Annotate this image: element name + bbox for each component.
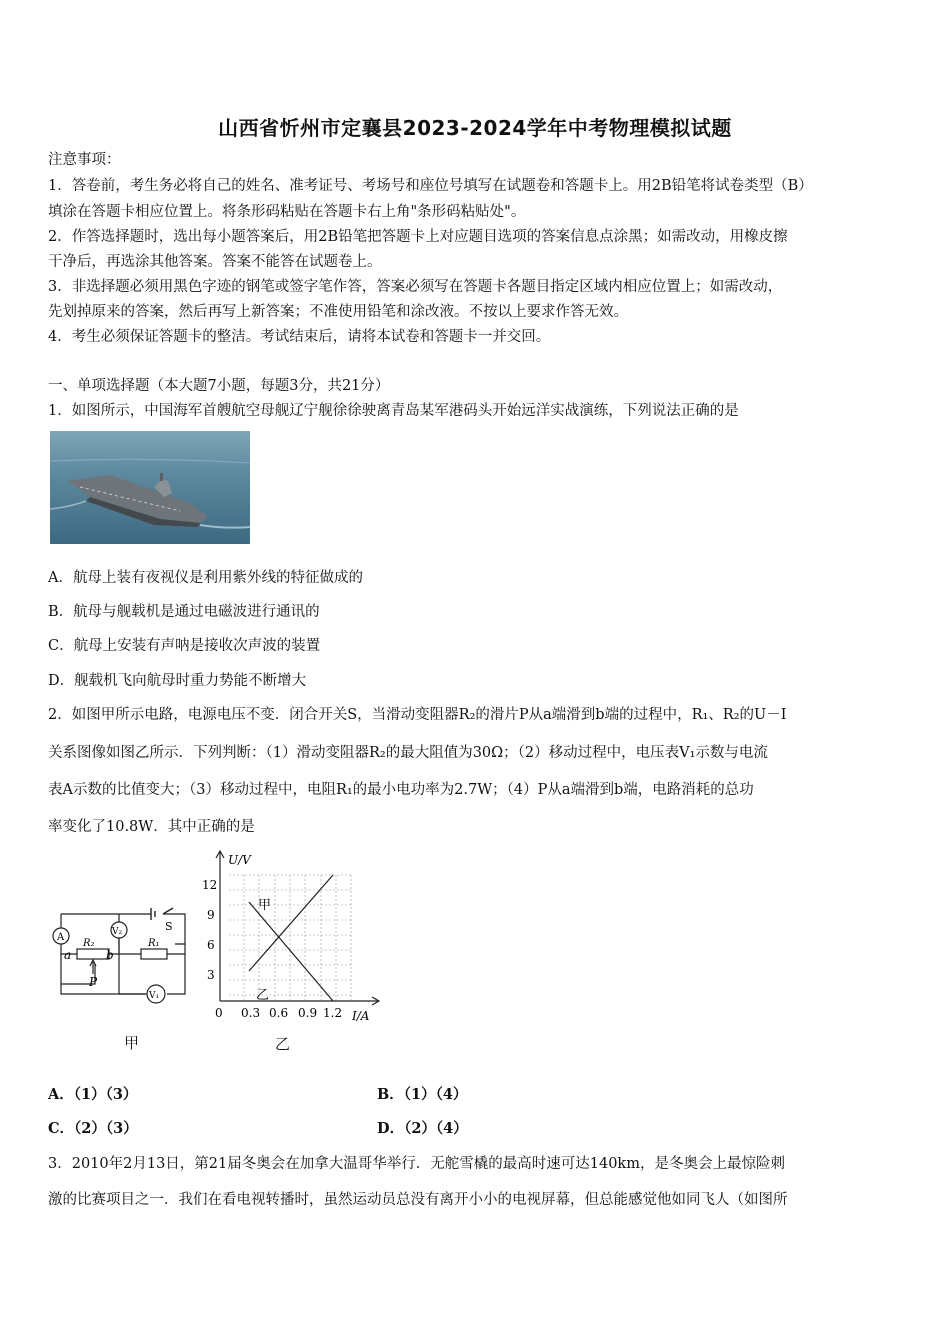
q1-option-a[interactable]: A．航母上装有夜视仪是利用紫外线的特征做成的 [48,570,363,586]
q3-line-2: 激的比赛项目之一．我们在看电视转播时，虽然运动员总没有离开小小的电视屏幕，但总能感觉他如同飞人（如图所 [48,1192,788,1208]
line-jia-label: 甲 [258,898,272,913]
caption-yi: 乙 [275,1035,291,1053]
section-heading: 一、单项选择题（本大题7小题，每题3分，共21分） [48,378,390,394]
notice-line-6: 先划掉原来的答案，然后再写上新答案；不准使用铅笔和涂改液。不按以上要求作答无效。 [48,304,628,320]
label-a: a [64,948,72,962]
circuit-diagram [45,880,195,1010]
label-b: b [106,948,114,962]
q2-line-3: 表A示数的比值变大；（3）移动过程中，电阻R₁的最小电功率为2.7W；（4）P从a端滑到b端，电路消耗的总功 [48,782,754,798]
ui-graph [198,842,388,1032]
y-tick-6: 6 [207,938,215,952]
x-tick-1.2: 1.2 [323,1006,343,1020]
label-V1: V₁ [149,991,160,1001]
y-tick-12: 12 [202,878,218,892]
label-R1: R₁ [148,938,160,949]
q2-option-a[interactable]: A．（1）（3） [48,1086,138,1103]
notice-heading: 注意事项： [48,152,121,168]
q2-line-1: 2．如图甲所示电路，电源电压不变．闭合开关S，当滑动变阻器R₂的滑片P从a端滑到b端的过程中，R₁、R₂的U－I [48,707,787,723]
q3-line-1: 3．2010年2月13日，第21届冬奥会在加拿大温哥华举行．无舵雪橇的最高时速可达140km，是冬奥会上最惊险刺 [48,1156,785,1172]
q1-option-d[interactable]: D．舰载机飞向航母时重力势能不断增大 [48,673,307,689]
notice-line-5: 3．非选择题必须用黑色字迹的钢笔或签字笔作答，答案必须写在答题卡各题目指定区域内相应位置上；如需改动， [48,279,783,295]
q2-option-c[interactable]: C．（2）（3） [48,1120,138,1137]
y-axis-label: U/V [228,853,251,867]
label-S: S [165,920,173,933]
y-tick-9: 9 [207,908,215,922]
label-A: A [57,932,65,943]
q1-option-c[interactable]: C．航母上安装有声呐是接收次声波的装置 [48,638,321,654]
page-title: 山西省忻州市定襄县2023-2024学年中考物理模拟试题 [218,116,732,140]
q2-option-b[interactable]: B．（1）（4） [377,1086,468,1103]
notice-line-3: 2．作答选择题时，选出每小题答案后，用2B铅笔把答题卡上对应题目选项的答案信息点涂黑；如需改动，用橡皮擦 [48,229,788,245]
x-tick-0.9: 0.9 [298,1006,318,1020]
line-jia [249,875,333,971]
q1-stem: 1．如图所示，中国海军首艘航空母舰辽宁舰徐徐驶离青岛某军港码头开始远洋实战演练，下列说法正确的是 [48,403,739,419]
notice-line-1: 1．答卷前，考生务必将自己的姓名、准考证号、考场号和座位号填写在试题卷和答题卡上。用2B铅笔将试卷类型（B） [48,178,813,194]
q2-option-d[interactable]: D．（2）（4） [377,1120,468,1137]
label-V2: V₂ [112,927,123,937]
line-yi-label: 乙 [256,988,270,1003]
x-tick-0.6: 0.6 [269,1006,289,1020]
caption-jia: 甲 [124,1034,140,1052]
label-R2: R₂ [83,938,95,949]
aircraft-carrier-photo [50,431,250,544]
q1-option-b[interactable]: B．航母与舰载机是通过电磁波进行通讯的 [48,604,320,620]
x-axis-label: I/A [352,1009,370,1023]
x-tick-0.3: 0.3 [241,1006,261,1020]
q2-line-4: 率变化了10.8W．其中正确的是 [48,819,255,835]
notice-line-2: 填涂在答题卡相应位置上。将条形码粘贴在答题卡右上角"条形码粘贴处"。 [48,204,526,220]
line-yi [249,902,333,1001]
notice-line-4: 干净后，再选涂其他答案。答案不能答在试题卷上。 [48,254,382,270]
y-tick-3: 3 [207,968,215,982]
q2-line-2: 关系图像如图乙所示．下列判断：（1）滑动变阻器R₂的最大阻值为30Ω；（2）移动过程中，电压表V₁示数与电流 [48,745,768,761]
x-tick-0: 0 [215,1006,223,1020]
notice-line-7: 4．考生必须保证答题卡的整洁。考试结束后，请将本试卷和答题卡一并交回。 [48,329,551,345]
label-P: P [89,975,98,989]
